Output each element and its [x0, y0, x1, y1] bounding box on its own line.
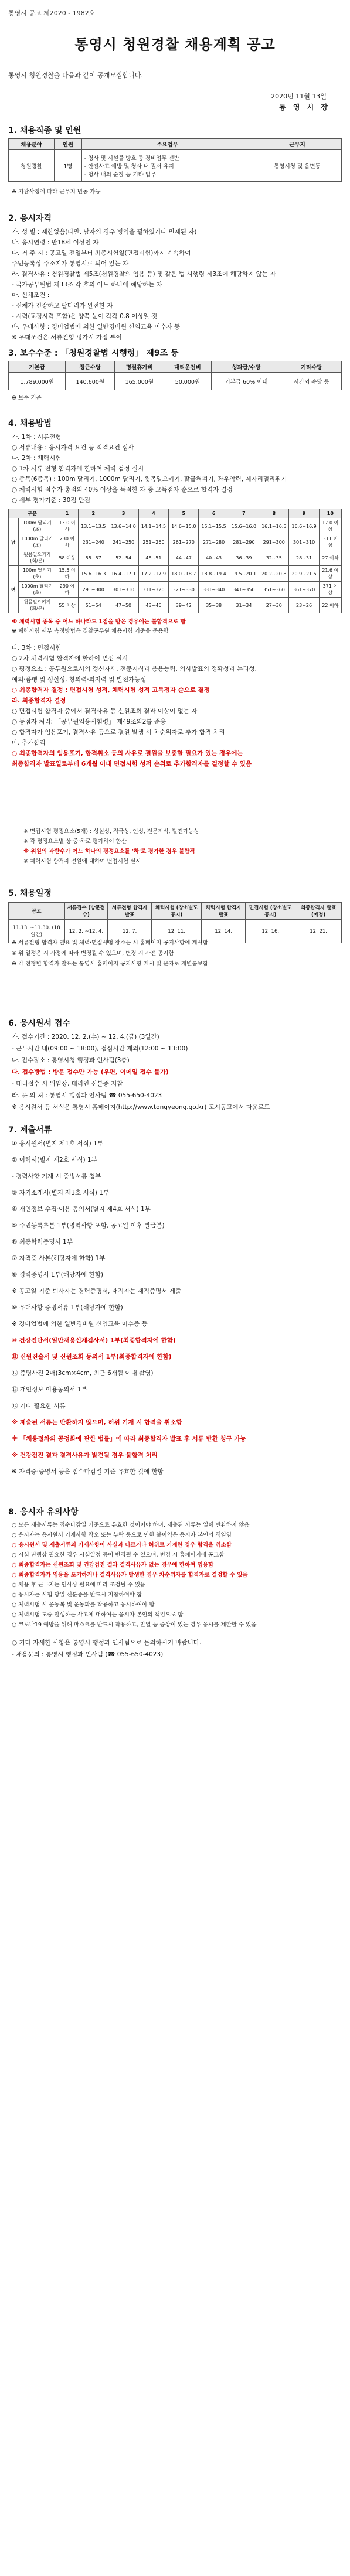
table-cell: 371 이상 [319, 582, 341, 598]
intro-text: 통영시 청원경찰을 다음과 같이 공개모집합니다. [8, 71, 144, 79]
table-cell: 13.1~13.5 [79, 518, 108, 534]
table-cell: 청원경찰 [9, 150, 55, 182]
table-cell: 39~42 [169, 598, 199, 613]
table-cell: 16.6~16.9 [289, 518, 319, 534]
note: ※ 보수 기준 [12, 395, 42, 401]
text-line: ○ 종목(6종목) : 100m 달리기, 1000m 달리기, 윗몸일으키기, 팔굽혀펴기, 좌우악력, 제자리멀리뛰기 [12, 476, 287, 483]
text-line: ○ 2차 체력시험 합격자에 한하여 면접 실시 [12, 655, 128, 662]
table-header: 서류접수 (방문접수) [64, 903, 108, 920]
table-cell: 301~310 [289, 534, 319, 550]
text-line: ④ 개인정보 수집·이용 동의서(별지 제4호 서식) 1부 [12, 1206, 151, 1213]
fitness-table [8, 509, 342, 613]
text-line: ○ 합격자가 임용포기, 결격사유 등으로 결원 발생 시 차순위자로 추가 합격 처리 [12, 729, 225, 736]
text-line: ※ 제출된 서류는 반환하지 않으며, 허위 기재 시 합격을 취소함 [12, 1419, 182, 1426]
table-header: 9 [289, 509, 319, 518]
text-line: ○ 채용 후 근무지는 인사상 필요에 따라 조정될 수 있음 [12, 1582, 146, 1588]
table-cell: 13.0 이하 [56, 518, 78, 534]
text-line: ○ 서류내용 : 응시자격 요건 등 적격요건 심사 [12, 444, 134, 451]
text-line: ② 이력서(별지 제2호 서식) 1부 [12, 1156, 97, 1164]
table-cell: 18.8~19.4 [199, 566, 229, 582]
text-line: ○ 최종합격자의 임용포기, 합격취소 등의 사유로 결원을 보충할 필요가 있는 경우에는 [12, 750, 243, 757]
text-line: 가. 성 별 : 제한없음(다만, 남자의 경우 병역을 필하였거나 면제된 자) [12, 228, 197, 236]
text-line: 나. 응시연령 : 만18세 이상인 자 [12, 239, 99, 246]
table-cell: 시간외 수당 등 [281, 373, 342, 390]
table-cell: 28~31 [289, 550, 319, 566]
text-line: ※ 체력시험 종목 중 어느 하나라도 1점을 받은 경우에는 불합격으로 함 [12, 619, 186, 625]
text-line: ○ 평정요소 : 공무원으로서의 정신자세, 전문지식과 응용능력, 의사발표의 정확성과 논리성, [12, 666, 257, 673]
table-cell: 윗몸일으키기(회/분) [18, 598, 56, 613]
text-line: ※ 위 일정은 시 사정에 따라 변경될 수 있으며, 변경 시 사전 공지함 [12, 950, 174, 957]
text-line: ※ 자격증·증명서 등은 접수마감일 기준 유효한 것에 한함 [12, 1468, 164, 1475]
table-header: 면접시험 (장소별도공지) [246, 903, 295, 920]
table-header: 인원 [55, 139, 82, 150]
text-line: 예의·품행 및 성실성, 창의력·의지력 및 발전가능성 [12, 676, 147, 683]
table-cell: 36~39 [229, 550, 259, 566]
table-row [9, 518, 342, 534]
table-cell: 19.5~20.1 [229, 566, 259, 582]
recruit-table [8, 138, 342, 182]
section-4-title: 4. 채용방법 [8, 419, 52, 428]
section-6-title: 6. 응시원서 접수 [8, 1019, 70, 1028]
table-cell: 100m 달리기(초) [18, 566, 56, 582]
text-line: ○ 응시원서 및 제출서류의 기재사항이 사실과 다르거나 허위로 기재한 경우 합격을 취소함 [12, 1542, 232, 1548]
text-line: ○ 모든 제출서류는 접수마감일 기준으로 유효한 것이어야 하며, 제출된 서류는 일체 반환하지 않음 [12, 1522, 250, 1528]
table-cell: 230 이하 [56, 534, 78, 550]
table-cell: 12. 21. [295, 920, 342, 943]
schedule-table [8, 902, 342, 943]
table-cell: 31~34 [229, 598, 259, 613]
table-header: 10 [319, 509, 341, 518]
table-header: 1 [56, 509, 78, 518]
notice-date: 2020년 11월 13일 [271, 93, 327, 100]
text-line: ○ 코로나19 예방을 위해 마스크를 반드시 착용하고, 발열 등 증상이 있는 경우 응시를 제한할 수 있음 [12, 1622, 257, 1628]
pay-table [8, 361, 342, 390]
table-header: 기타수당 [281, 361, 342, 373]
table-cell: 12. 11. [152, 920, 202, 943]
text-line: ※ 면접시험 평정요소(5개) : 성실성, 적극성, 인성, 전문지식, 발전가능성 [23, 828, 199, 835]
text-line: ※ 체력시험 세부 측정방법은 경찰공무원 채용시험 기준을 준용함 [12, 628, 169, 634]
table-cell: 27~30 [259, 598, 289, 613]
table-cell: 251~260 [138, 534, 168, 550]
issuer: 통 영 시 장 [279, 103, 330, 111]
text-line: - 대리접수 시 위임장, 대리인 신분증 지참 [12, 1080, 123, 1087]
table-header: 5 [169, 509, 199, 518]
table-cell: 15.6~16.3 [79, 566, 108, 582]
table-cell: 22 이하 [319, 598, 341, 613]
text-line: - 국가공무원법 제33조 각 호의 어느 하나에 해당하는 자 [12, 281, 162, 288]
text-line: ※ 체력시험 합격자 전원에 대하여 면접시험 실시 [23, 858, 141, 865]
table-cell: 55 이상 [56, 598, 78, 613]
table-cell: 21.6 이상 [319, 566, 341, 582]
table-cell: 14.1~14.5 [138, 518, 168, 534]
section-2-title: 2. 응시자격 [8, 214, 52, 223]
table-cell: 13.6~14.0 [108, 518, 138, 534]
table-header: 6 [199, 509, 229, 518]
text-line: ※ 위원의 과반수가 어느 하나의 평정요소를 '하'로 평가한 경우 불합격 [23, 848, 195, 855]
text-line: ※ 경비업법에 의한 일반경비원 신임교육 이수증 등 [12, 1321, 148, 1328]
text-line: ⑨ 우대사항 증빙서류 1부(해당자에 한함) [12, 1304, 123, 1311]
table-cell: 241~250 [108, 534, 138, 550]
table-cell: 290 이하 [56, 582, 78, 598]
table-cell: 140,600원 [66, 373, 115, 390]
section-3-title: 3. 보수수준 : 「청원경찰법 시행령」 제9조 등 [8, 349, 179, 358]
text-line: ○ 체력시험 시 운동복 및 운동화를 착용하고 응시하여야 함 [12, 1602, 155, 1608]
table-cell: - 청사 및 시설물 방호 등 경비업무 전반 - 안전사고 예방 및 청사 내 질서 유지 - 청사 내외 순찰 등 기타 업무 [81, 150, 253, 182]
table-cell: 17.2~17.9 [138, 566, 168, 582]
text-line: ※ 서류전형 합격자 발표 및 체력·면접시험 장소는 시 홈페이지 공지사항에 게시함 [12, 940, 208, 946]
text-line: ○ 응시자는 시험 당일 신분증을 반드시 지참하여야 함 [12, 1592, 142, 1598]
table-row [9, 566, 342, 582]
table-header: 채용분야 [9, 139, 55, 150]
table-cell: 351~360 [259, 582, 289, 598]
table-cell: 1000m 달리기(초) [18, 582, 56, 598]
text-line: 가. 접수기간 : 2020. 12. 2.(수) ~ 12. 4.(금) (3일간) [12, 1033, 159, 1040]
table-cell: 55~57 [79, 550, 108, 566]
section-7-title: 7. 제출서류 [8, 1125, 52, 1135]
text-line: 나. 2차 : 체력시험 [12, 455, 62, 462]
table-cell: 20.9~21.5 [289, 566, 319, 582]
text-line: ⑥ 최종학력증명서 1부 [12, 1238, 73, 1246]
table-cell: 100m 달리기(초) [18, 518, 56, 534]
text-line: ※ 공고일 기준 퇴사자는 경력증명서, 재직자는 재직증명서 제출 [12, 1288, 182, 1295]
text-line: 라. 문 의 처 : 통영시 행정과 인사팀 ☎ 055-650-4023 [12, 1092, 162, 1099]
table-cell: 15.5 이하 [56, 566, 78, 582]
table-cell: 통영시청 및 읍면동 [253, 150, 341, 182]
table-cell: 271~280 [199, 534, 229, 550]
text-line: 나. 접수장소 : 통영시청 행정과 인사팀(3층) [12, 1057, 130, 1064]
text-line: 가. 1차 : 서류전형 [12, 434, 62, 441]
table-cell: 291~300 [79, 582, 108, 598]
table-cell: 20.2~20.8 [259, 566, 289, 582]
table-header: 공고 [9, 903, 65, 920]
text-line: 라. 결격사유 : 청원경찰법 제5조(청원경찰의 임용 등) 및 같은 법 시행령 제3조에 해당하지 않는 자 [12, 271, 276, 278]
text-line: ※ 「채용절차의 공정화에 관한 법률」에 따라 최종합격자 발표 후 서류 반환 청구 가능 [12, 1435, 246, 1442]
text-line: ⑪ 신원진술서 및 신원조회 동의서 1부(최종합격자에 한함) [12, 1353, 172, 1360]
text-line: ○ 체력시험 도중 발생하는 사고에 대하여는 응시자 본인의 책임으로 함 [12, 1612, 184, 1618]
note: ※ 기관사정에 따라 근무지 변동 가능 [12, 189, 101, 195]
table-cell: 16.1~16.5 [259, 518, 289, 534]
table-cell: 기본급 60% 이내 [211, 373, 281, 390]
table-cell: 281~290 [229, 534, 259, 550]
text-line: ※ 각 전형별 합격자 발표는 통영시 홈페이지 공지사항 게시 및 문자로 개별통보함 [12, 961, 208, 967]
text-line: 다. 접수방법 : 방문 접수만 가능 (우편, 이메일 접수 불가) [12, 1069, 169, 1076]
text-line: - 신체가 건강하고 팔다리가 완전한 자 [12, 302, 113, 309]
text-line: 바. 우대사항 : 경비업법에 의한 일반경비원 신임교육 이수자 등 [12, 323, 181, 330]
table-cell: 14.6~15.0 [169, 518, 199, 534]
table-cell: 여 [9, 566, 19, 613]
table-cell: 1,789,000원 [9, 373, 66, 390]
text-line: ○ 최종합격자 결정 : 면접시험 성적, 체력시험 성적 고득점자 순으로 결정 [12, 687, 210, 694]
table-cell: 1명 [55, 150, 82, 182]
text-line: ⑭ 기타 필요한 서류 [12, 1403, 66, 1410]
table-header: 대리운전비 [164, 361, 211, 373]
table-cell: 231~240 [79, 534, 108, 550]
text-line: - 채용문의 : 통영시 행정과 인사팀 (☎ 055-650-4023) [12, 1651, 164, 1658]
text-line: ○ 세부 평가기준 : 30점 만점 [12, 497, 91, 504]
table-cell: 52~54 [108, 550, 138, 566]
table-cell: 321~330 [169, 582, 199, 598]
text-line: ※ 응시원서 등 서식은 통영시 홈페이지(http://www.tongyeong.go.kr) 고시공고에서 다운로드 [12, 1104, 270, 1111]
text-line: - 근무시간 내(09:00 ~ 18:00), 점심시간 제외(12:00 ~ 13:00) [12, 1045, 188, 1052]
text-line: ○ 면접시험 합격자 중에서 결격사유 등 신원조회 결과 이상이 없는 자 [12, 708, 198, 715]
section-8-title: 8. 응시자 유의사항 [8, 1507, 79, 1517]
text-line: ⑧ 경력증명서 1부(해당자에 한함) [12, 1271, 104, 1278]
table-cell: 341~350 [229, 582, 259, 598]
table-header: 기본급 [9, 361, 66, 373]
table-cell: 15.6~16.0 [229, 518, 259, 534]
text-line: ○ 동점자 처리: 「공무원임용시험령」 제49조의2를 준용 [12, 718, 166, 725]
table-cell: 1000m 달리기(초) [18, 534, 56, 550]
table-cell: 12. 2. ~12. 4. [64, 920, 108, 943]
text-line: ○ 최종합격자가 임용을 포기하거나 결격사유가 발생한 경우 차순위자를 합격자로 결정할 수 있음 [12, 1572, 248, 1578]
table-header: 7 [229, 509, 259, 518]
table-cell: 291~300 [259, 534, 289, 550]
table-cell: 50,000원 [164, 373, 211, 390]
table-cell: 16.4~17.1 [108, 566, 138, 582]
table-header: 8 [259, 509, 289, 518]
table-header: 명절휴가비 [115, 361, 164, 373]
table-row [9, 598, 342, 613]
table-cell: 43~46 [138, 598, 168, 613]
table-header: 체력시험 합격자 발표 [202, 903, 246, 920]
table-header: 체력시험 (장소별도공지) [152, 903, 202, 920]
text-line: ⑩ 건강진단서(일반채용신체검사서) 1부(최종합격자에 한함) [12, 1337, 176, 1344]
table-cell: 311~320 [138, 582, 168, 598]
notice-number: 통영시 공고 제2020 - 1982호 [8, 9, 96, 17]
text-line: ○ 체력시험 점수가 총점의 40% 이상을 득점한 자 중 고득점자 순으로 합격자 결정 [12, 486, 233, 493]
table-row [9, 550, 342, 566]
table-cell: 32~35 [259, 550, 289, 566]
table-cell: 58 이상 [56, 550, 78, 566]
table-row [9, 534, 342, 550]
table-cell: 윗몸일으키기(회/분) [18, 550, 56, 566]
table-cell: 12. 14. [202, 920, 246, 943]
table-row [9, 582, 342, 598]
text-line: ① 응시원서(별지 제1호 서식) 1부 [12, 1140, 103, 1147]
section-5-title: 5. 채용일정 [8, 889, 52, 898]
text-line: ○ 1차 서류 전형 합격자에 한하여 체력 검정 실시 [12, 465, 144, 472]
text-line: ⑬ 개인정보 이용동의서 1부 [12, 1386, 87, 1393]
table-cell: 47~50 [108, 598, 138, 613]
text-line: 다. 3차 : 면접시험 [12, 644, 62, 651]
table-cell: 261~270 [169, 534, 199, 550]
table-cell: 40~43 [199, 550, 229, 566]
table-header: 구분 [9, 509, 56, 518]
text-line: 라. 최종합격자 결정 [12, 697, 66, 704]
text-line: - 경력사항 기재 시 증빙서류 첨부 [12, 1173, 101, 1180]
text-line: ○ 기타 자세한 사항은 통영시 행정과 인사팀으로 문의하시기 바랍니다. [12, 1639, 202, 1646]
text-line: ⑦ 자격증 사본(해당자에 한함) 1부 [12, 1255, 106, 1262]
table-cell: 23~26 [289, 598, 319, 613]
table-cell: 12. 7. [108, 920, 152, 943]
table-cell: 311 이상 [319, 534, 341, 550]
page-title: 통영시 청원경찰 채용계획 공고 [74, 36, 276, 53]
table-cell: 12. 16. [246, 920, 295, 943]
table-header: 주요업무 [81, 139, 253, 150]
text-line: 마. 신체조건 : [12, 292, 50, 299]
text-line: - 시력(교정시력 포함)은 양쪽 눈이 각각 0.8 이상일 것 [12, 313, 158, 320]
table-cell: 27 이하 [319, 550, 341, 566]
table-header: 최종합격자 발표(예정) [295, 903, 342, 920]
text-line: ○ 응시자는 응시원서 기재사항 착오 또는 누락 등으로 인한 불이익은 응시자 본인의 책임임 [12, 1532, 232, 1538]
table-cell: 48~51 [138, 550, 168, 566]
text-line: ※ 건강검진 결과 결격사유가 발견될 경우 불합격 처리 [12, 1452, 158, 1459]
table-cell: 165,000원 [115, 373, 164, 390]
table-cell: 301~310 [108, 582, 138, 598]
table-cell: 35~38 [199, 598, 229, 613]
table-cell: 남 [9, 518, 19, 566]
table-cell: 51~54 [79, 598, 108, 613]
table-header: 3 [108, 509, 138, 518]
text-line: ③ 자기소개서(별지 제3호 서식) 1부 [12, 1189, 110, 1196]
text-line: ⑤ 주민등록초본 1부(병역사항 포함, 공고일 이후 발급분) [12, 1222, 165, 1229]
table-header: 2 [79, 509, 108, 518]
table-cell: 15.1~15.5 [199, 518, 229, 534]
table-cell: 361~370 [289, 582, 319, 598]
text-line: ○ 최종합격자는 신원조회 및 건강검진 결과 결격사유가 없는 경우에 한하여 임용함 [12, 1562, 214, 1568]
text-line: ○ 시험 진행상 필요한 경우 시험일정 등이 변경될 수 있으며, 변경 시 홈페이지에 공고함 [12, 1552, 225, 1558]
table-cell: 11.13. ~11.30. (18일간) [9, 920, 65, 943]
text-line: 주민등록상 주소지가 통영시로 되어 있는 자 [12, 260, 129, 267]
section-1-title: 1. 채용직종 및 인원 [8, 126, 81, 135]
table-header: 성과급/수당 [211, 361, 281, 373]
table-header: 서류전형 합격자 발표 [108, 903, 152, 920]
table-cell: 18.0~18.7 [169, 566, 199, 582]
text-line: ※ 각 평정요소별 상·중·하로 평가하여 합산 [23, 838, 127, 845]
table-cell: 17.0 이상 [319, 518, 341, 534]
table-header: 정근수당 [66, 361, 115, 373]
table-header: 근무지 [253, 139, 341, 150]
text-line: 마. 추가합격 [12, 739, 46, 746]
table-header: 4 [138, 509, 168, 518]
text-line: 최종합격자 발표일로부터 6개월 이내 면접시험 성적 순위로 추가합격자를 결정할 수 있음 [12, 760, 252, 767]
text-line: 다. 거 주 지 : 공고일 전일부터 최종시험일(면접시험)까지 계속하여 [12, 250, 191, 257]
table-cell: 331~340 [199, 582, 229, 598]
text-line: ※ 우대조건은 서류전형 평가시 가점 부여 [12, 334, 122, 341]
text-line: ⑫ 증명사진 2매(3cm×4cm, 최근 6개월 이내 촬영) [12, 1370, 154, 1377]
table-cell: 44~47 [169, 550, 199, 566]
